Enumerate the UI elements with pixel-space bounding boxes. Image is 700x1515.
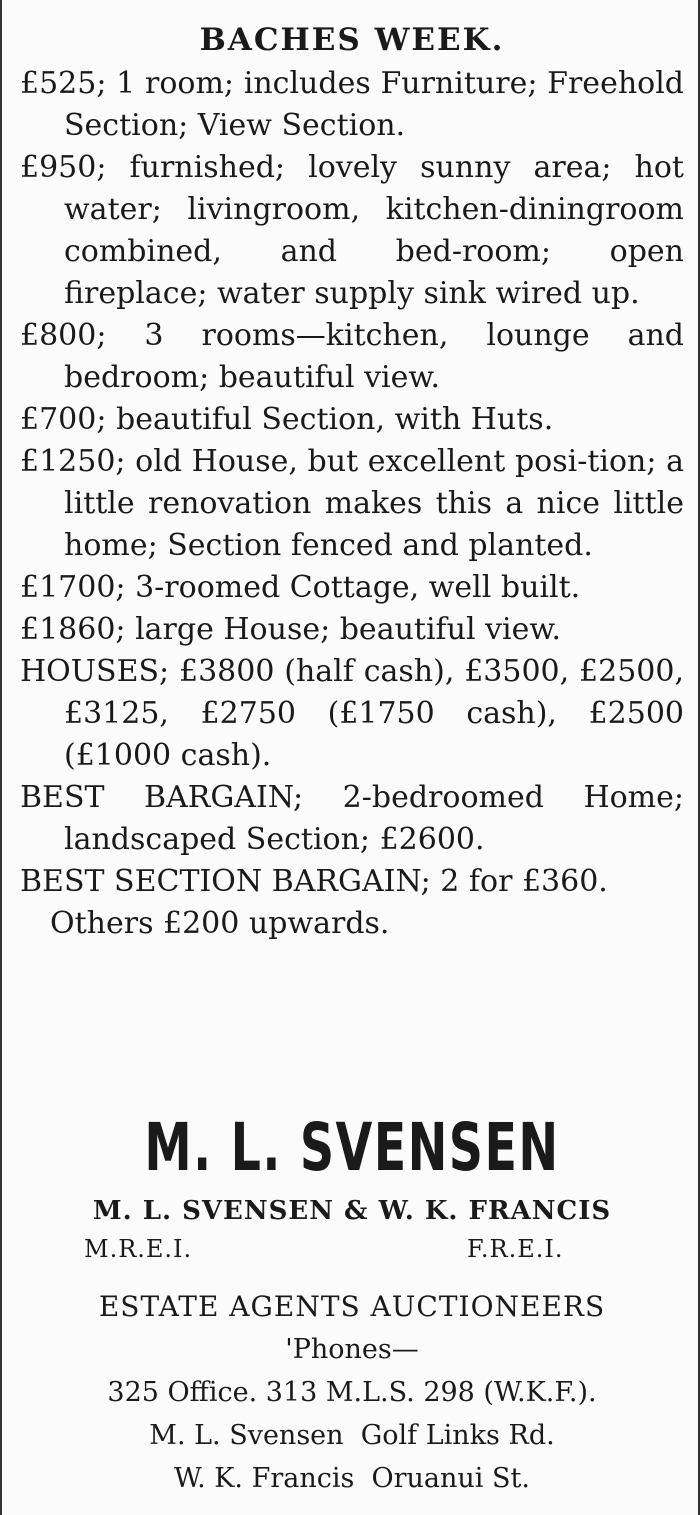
- listing-item: £1250; old House, but excellent posi-tion; a little renovation makes this a nice little home; Section fenced and planted.: [20, 444, 684, 563]
- listing-item: BEST SECTION BARGAIN; 2 for £360.: [20, 864, 608, 899]
- ad-heading: BACHES WEEK.: [199, 22, 505, 58]
- qualification-right: F.R.E.I.: [467, 1235, 564, 1263]
- listing-item: £525; 1 room; includes Furniture; Freehold Section; View Section.: [20, 66, 684, 143]
- listing-item: £1700; 3-roomed Cottage, well built.: [20, 570, 581, 605]
- listing-item: £950; furnished; lovely sunny area; hot water; livingroom, kitchen-diningroom combined, and bed-room; open fireplace; water supply sink wired up.: [20, 150, 684, 311]
- others-note: Others £200 upwards.: [50, 906, 390, 941]
- partners-line: M. L. SVENSEN & W. K. FRANCIS: [92, 1196, 612, 1226]
- trade-line: ESTATE AGENTS AUCTIONEERS: [98, 1290, 606, 1323]
- agency-name: M. L. SVENSEN: [144, 1109, 560, 1186]
- listing-item: BEST BARGAIN; 2-bedroomed Home; landscaped Section; £2600.: [20, 780, 684, 857]
- contact-footer: [2, 1285, 700, 1500]
- listing-item: £1860; large House; beautiful view.: [20, 612, 562, 647]
- listing-item: £700; beautiful Section, with Huts.: [20, 402, 554, 437]
- address-line: W. K. Francis Oruanui St.: [174, 1463, 530, 1494]
- listing-item: £800; 3 rooms—kitchen, lounge and bedroom; beautiful view.: [20, 318, 684, 395]
- listing-item: HOUSES; £3800 (half cash), £3500, £2500, £3125, £2750 (£1750 cash), £2500 (£1000 cash).: [20, 654, 684, 773]
- address-line: M. L. Svensen Golf Links Rd.: [149, 1420, 555, 1451]
- listings: [2, 63, 700, 945]
- qualification-left: M.R.E.I.: [84, 1235, 193, 1263]
- phones-label: 'Phones—: [285, 1334, 419, 1365]
- phone-numbers: 325 Office. 313 M.L.S. 298 (W.K.F.).: [107, 1377, 597, 1408]
